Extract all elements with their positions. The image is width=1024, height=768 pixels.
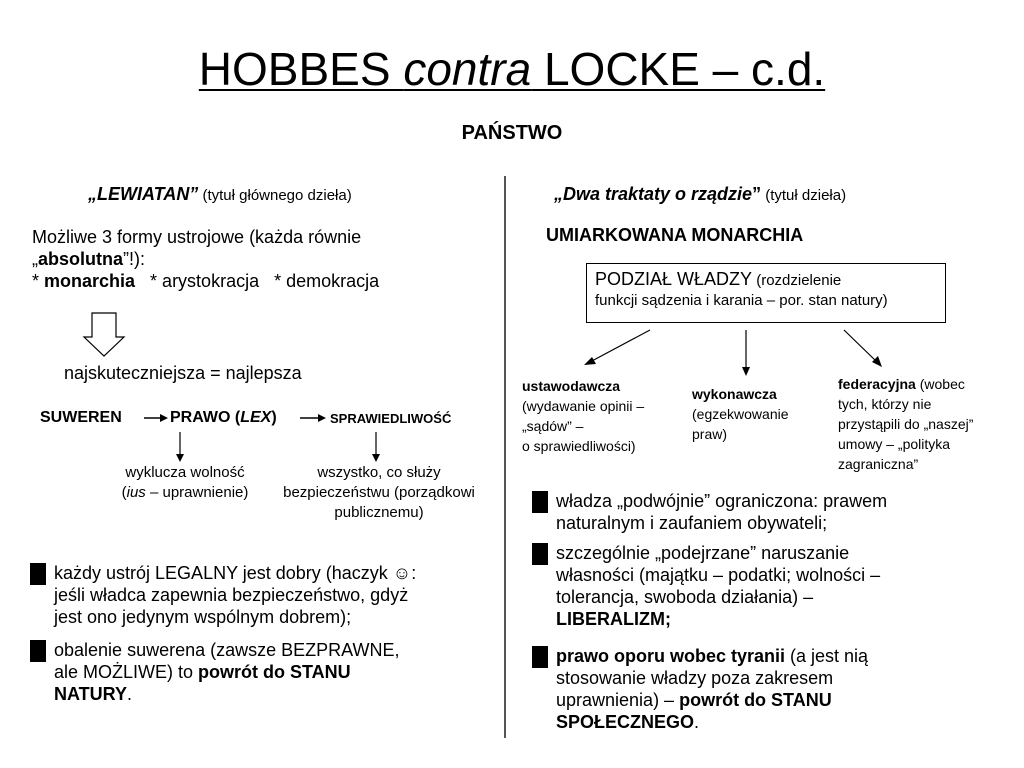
chain-arrowhead-2 — [318, 414, 326, 422]
branch-arrowhead-right — [872, 356, 882, 367]
note-bezpieczenstwo: wszystko, co służy bezpieczeństwu (porządkowi publicznemu) — [283, 464, 475, 521]
right-heading: „Dwa traktaty o rządzie” (tytuł dzieła) — [554, 184, 847, 204]
forms-paragraph — [32, 226, 482, 292]
bullet-square-icon — [30, 640, 46, 662]
branch-arrowhead-left — [584, 357, 596, 365]
bullet-square-icon — [532, 646, 548, 668]
bullet-square-icon — [532, 491, 548, 513]
down-arrowhead-prawo — [176, 454, 184, 462]
left-heading — [88, 183, 352, 206]
bullet-square-icon — [30, 563, 46, 585]
branch-arrow-left — [590, 330, 650, 362]
right-bullet-3: prawo oporu wobec tyranii (a jest nią stosowanie władzy poza zakresem uprawnienia) – powrót do STANU SPOŁECZNEGO. — [532, 645, 1002, 741]
title-part-contra: contra — [403, 43, 532, 95]
chain-suweren: SUWEREN — [40, 409, 122, 426]
down-arrowhead-spraw — [372, 454, 380, 462]
forms-line-1: Możliwe 3 formy ustrojowe (każda równie — [32, 227, 362, 247]
branch-arrow-right — [844, 330, 877, 362]
umiarkowana-monarchia: UMIARKOWANA MONARCHIA — [546, 225, 804, 245]
hollow-down-arrow-icon — [84, 313, 124, 356]
podzial-wladzy-box: PODZIAŁ WŁADZY (rozdzielenie funkcji sądzenia i karania – por. stan natury) — [586, 263, 946, 323]
left-bullet-2: obalenie suwerena (zawsze BEZPRAWNE, ale MOŻLIWE) to powrót do STANU NATURY. — [30, 639, 500, 709]
chain-arrowhead-1 — [160, 414, 168, 422]
best-form-text: najskuteczniejsza = najlepsza — [64, 363, 302, 383]
right-bullet-1: władza „podwójnie” ograniczona: prawem naturalnym i zaufaniem obywateli; — [532, 490, 1002, 538]
forms-line-2: „absolutna”!): — [32, 249, 146, 269]
box-title: PODZIAŁ WŁADZY — [595, 269, 753, 289]
chain-prawo: PRAWO (LEX) — [170, 409, 277, 426]
right-heading-note: (tytuł dzieła) — [761, 187, 847, 204]
bullet-square-icon — [532, 543, 548, 565]
note-wolnosc: wyklucza wolność (ius – uprawnienie) — [121, 464, 249, 501]
left-bullet-1: każdy ustrój LEGALNY jest dobry (haczyk ☺: jeśli władca zapewnia bezpieczeństwo, gdyż jest ono jedynym wspólnym dobrem); — [30, 562, 500, 632]
title-part-locke: LOCKE – c.d. — [531, 43, 826, 95]
right-heading-title: „Dwa traktaty o rządzie — [554, 184, 753, 204]
section-subtitle: PAŃSTWO — [461, 122, 563, 144]
branch-federative: federacyjna (wobec tych, którzy nie przystąpili do „naszej” umowy – „polityka zagraniczna” — [838, 376, 974, 472]
left-heading-note: (tytuł głównego dzieła) — [198, 187, 352, 204]
chain-sprawiedliwosc: SPRAWIEDLIWOŚĆ — [330, 411, 452, 426]
title-part-hobbes: HOBBES — [198, 43, 404, 95]
branch-legislative: ustawodawcza (wydawanie opinii – „sądów” – o sprawiedliwości) — [522, 378, 645, 454]
branch-arrowhead-middle — [742, 367, 750, 376]
forms-line-3: * monarchia * arystokracja * demokracja — [32, 271, 380, 291]
right-bullet-2: szczególnie „podejrzane” naruszanie własności (majątku – podatki; wolności – tolerancja, swoboda działania) – LIBERALIZM; — [532, 542, 1002, 636]
left-heading-title: „LEWIATAN” — [88, 184, 199, 204]
branch-executive: wykonawcza (egzekwowanie praw) — [692, 386, 789, 442]
